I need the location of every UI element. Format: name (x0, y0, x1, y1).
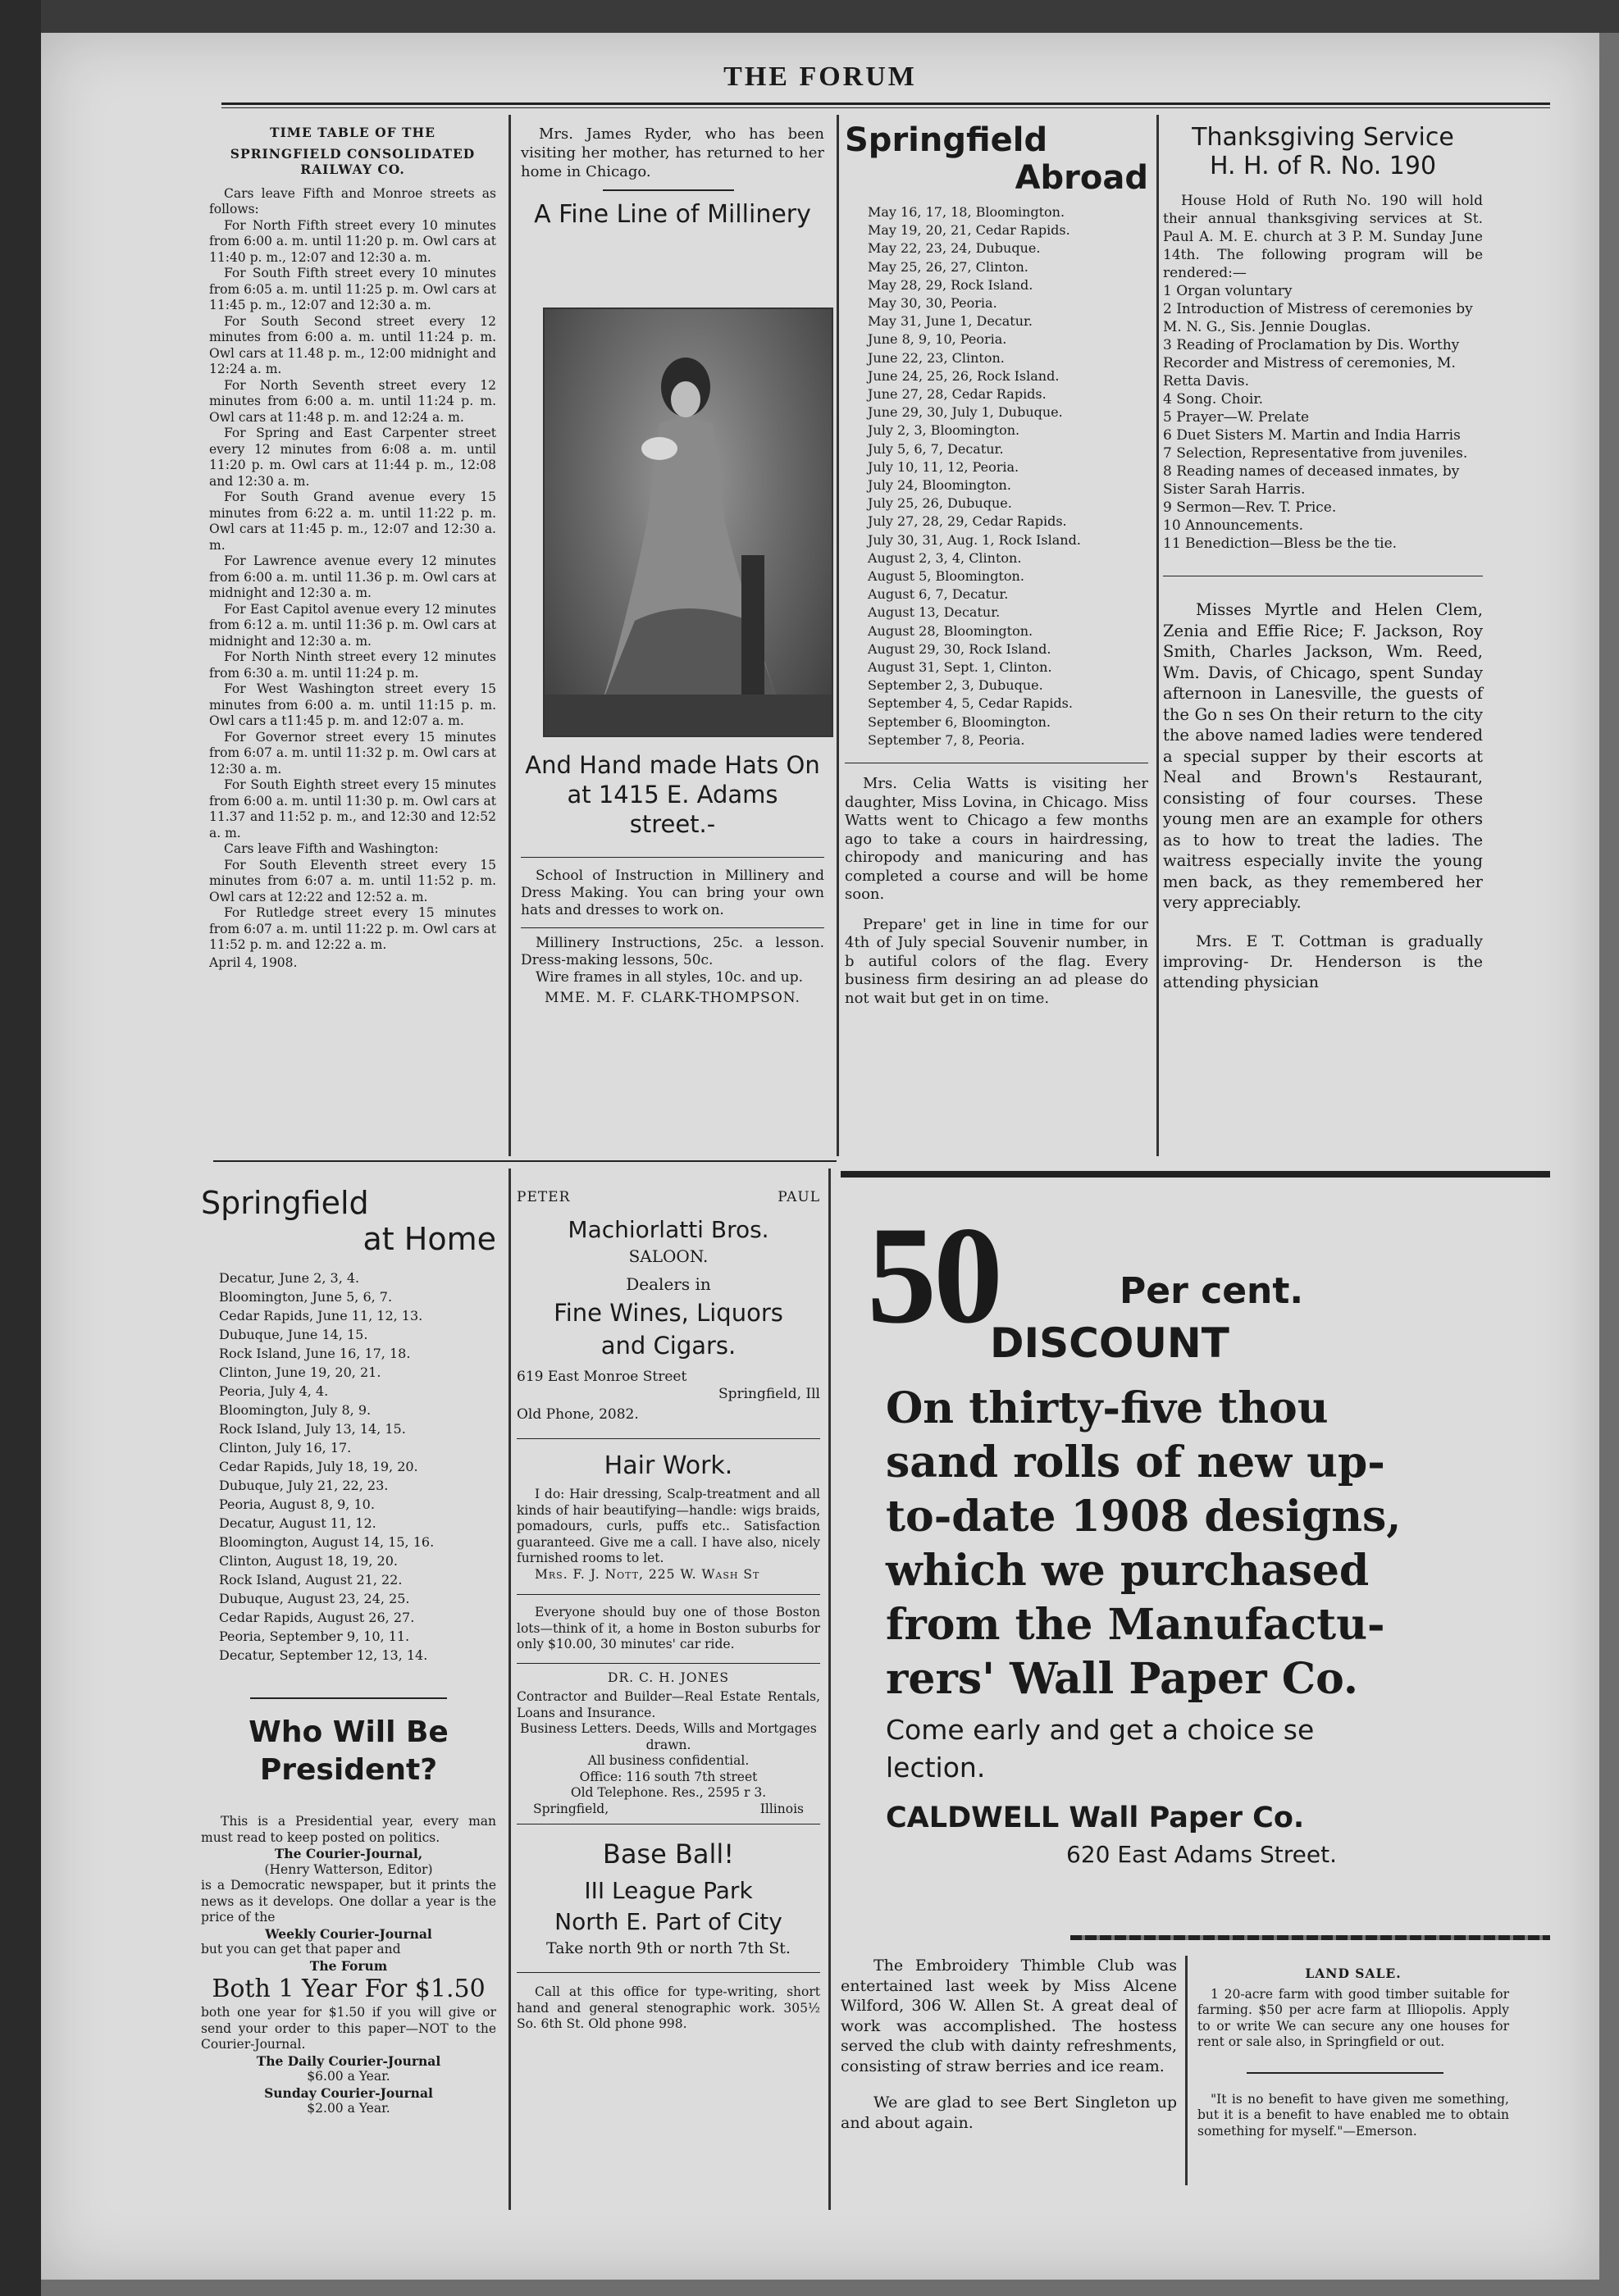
jones-office: Office: 116 south 7th street (579, 1769, 758, 1784)
rule (521, 927, 824, 928)
program-item: 2 Introduction of Mistress of ceremonies by M. N. G., Sis. Jennie Douglas. (1163, 301, 1473, 335)
column-rule (828, 1168, 831, 2210)
discount-line: sand rolls of new up- (886, 1437, 1385, 1487)
saloon-address: 619 East Monroe Street (517, 1369, 687, 1385)
woman-portrait-photo (543, 308, 833, 737)
abroad-schedule (845, 203, 1148, 749)
jones-phone: Old Telephone. Res., 2595 r 3. (570, 1785, 767, 1800)
abroad-date: May 25, 26, 27, Clinton. (868, 258, 1028, 275)
rule (517, 1663, 820, 1664)
timetable-heading: SPRINGFIELD CONSOLIDATED (230, 145, 476, 162)
discount-number: 50 (867, 1198, 1000, 1352)
owner-peter: PETER (517, 1189, 571, 1205)
discount-line: Come early and get a choice se (886, 1714, 1315, 1746)
abroad-date: July 30, 31, Aug. 1, Rock Island. (868, 531, 1081, 548)
singleton-notice: We are glad to see Bert Singleton up and about again. (841, 2093, 1177, 2132)
timetable-entry: For West Washington street every 15 minutes from 6:00 a. m. until 11:15 p. m. Owl cars a t11:45 p. m. and 12:07 a. m. (209, 681, 496, 728)
abroad-date: July 10, 11, 12, Peoria. (868, 458, 1019, 475)
millinery-signature: MME. M. F. CLARK-THOMPSON. (545, 990, 800, 1006)
section-rule (213, 1160, 837, 1162)
column-rule (509, 1168, 511, 2210)
portrait-figure-icon (545, 309, 832, 736)
home-date: Dubuque, June 14, 15. (219, 1327, 368, 1342)
abroad-date: August 5, Bloomington. (868, 568, 1024, 585)
abroad-date: May 22, 23, 24, Dubuque. (868, 240, 1041, 257)
souvenir-notice: Prepare' get in line in time for our 4th of July special Souvenir number, in b autiful colors of the flag. Every business firm desiring an ad please do not wait but get in on time. (845, 915, 1148, 1007)
home-article (201, 1185, 496, 2117)
typewriting-notice: Call at this office for type-writing, short hand and general stenographic work. 305½ So. 6th St. Old phone 998. (517, 1984, 820, 2031)
home-date: Cedar Rapids, July 18, 19, 20. (219, 1459, 418, 1474)
home-date: Peoria, August 8, 9, 10. (219, 1496, 375, 1512)
jones-letters: Business Letters. Deeds, Wills and Mortgages drawn. (520, 1721, 817, 1752)
abroad-title: Abroad (1015, 159, 1148, 197)
caldwell-address: 620 East Adams Street. (1066, 1841, 1337, 1868)
daily-courier-price: $6.00 a Year. (307, 2069, 390, 2084)
land-sale-title: LAND SALE. (1305, 1966, 1402, 1981)
saloon-owners (517, 1189, 820, 1206)
discount-per-cent: Per cent. (1120, 1270, 1304, 1312)
thanksgiving-title: H. H. of R. No. 190 (1209, 152, 1437, 180)
program-item: 11 Benediction—Bless be the tie. (1163, 535, 1398, 552)
watts-notice: Mrs. Celia Watts is visiting her daughter, Miss Lovina, in Chicago. Miss Watts went to Chicago a few months ago to take a cours in hairdressing, chiropody and manicuring and has completed a course and will be home soon. (845, 775, 1148, 904)
short-rule (250, 1697, 447, 1699)
abroad-date: August 13, Decatur. (868, 604, 1001, 621)
abroad-date: June 8, 9, 10, Peoria. (868, 331, 1007, 348)
ad-bottom-border (1070, 1935, 1550, 1940)
abroad-date: July 25, 26, Dubuque. (868, 495, 1012, 512)
thanksgiving-article (1163, 123, 1483, 993)
abroad-date: June 24, 25, 26, Rock Island. (868, 367, 1060, 384)
discount-word: DISCOUNT (990, 1319, 1229, 1367)
abroad-date: July 27, 28, 29, Cedar Rapids. (868, 513, 1067, 530)
home-title: at Home (363, 1221, 496, 1257)
millinery-details (521, 750, 824, 1007)
timetable-entry: For South Eleventh street every 15 minutes from 6:07 a. m. until 11:52 p. m. Owl cars at 12:22 and 12:52 a. m. (209, 857, 496, 904)
discount-line: On thirty-five thou (886, 1383, 1329, 1433)
home-date: Cedar Rapids, June 11, 12, 13. (219, 1308, 423, 1323)
column-rule (837, 115, 839, 1156)
timetable-schedule (209, 186, 496, 954)
saloon-dealers: Dealers in (626, 1274, 711, 1294)
home-schedule (201, 1269, 496, 1665)
short-rule (603, 189, 734, 191)
program-item: 10 Announcements. (1163, 517, 1304, 534)
sunday-courier: Sunday Courier-Journal (264, 2084, 433, 2101)
courier-journal-name: The Courier-Journal, (274, 1846, 423, 1861)
newspaper-page (41, 33, 1599, 2280)
sunday-courier-price: $2.00 a Year. (307, 2101, 390, 2116)
home-date: Decatur, June 2, 3, 4. (219, 1270, 360, 1286)
saloon-goods: Fine Wines, Liquors (554, 1299, 783, 1327)
home-date: Peoria, July 4, 4. (219, 1383, 329, 1399)
jones-location (517, 1802, 820, 1818)
school-notice: School of Instruction in Millinery and Dress Making. You can bring your own hats and dresses to work on. (521, 868, 824, 918)
discount-body (886, 1382, 1542, 1869)
courier-journal-editor: (Henry Watterson, Editor) (264, 1861, 433, 1877)
clem-notice: Misses Myrtle and Helen Clem, Zenia and Effie Rice; F. Jackson, Roy Smith, Charles Jackson, Wm. Reed, Wm. Davis, of Chicago, spent Sunday afternoon in Lanesville, the guests of the Go n ses On their return to the city the above named ladies were tendered a special supper by their escorts at Neal and Brown's Restaurant, consisting of four courses. These young men are an example for others as to how to treat the ladies. The waitress especially invite the young men back, as they remembered her very appreciably. (1163, 600, 1483, 912)
timetable-article (209, 125, 496, 971)
short-rule (1247, 2072, 1443, 2074)
baseball-park: III League Park (584, 1877, 753, 1904)
jones-name: DR. C. H. JONES (608, 1670, 729, 1685)
abroad-date: May 31, June 1, Decatur. (868, 313, 1033, 330)
abroad-date: June 22, 23, Clinton. (868, 349, 1005, 366)
home-date: Bloomington, June 5, 6, 7. (219, 1289, 393, 1305)
timetable-heading: TIME TABLE OF THE (270, 125, 436, 140)
land-sale-body: 1 20-acre farm with good timber suitable for farming. $50 per acre farm at Illiopolis. Apply to or write We can secure any one houses for rent or sale also, in Springfield or out. (1197, 1986, 1509, 2049)
thanksgiving-title: Thanksgiving Service (1192, 123, 1454, 152)
timetable-entry: For South Second street every 12 minutes from 6:00 a. m. until 11:24 p. m. Owl cars at 11.48 p. m., 12:00 midnight and 12:24 a. m. (209, 313, 496, 376)
baseball-directions: Take north 9th or north 7th St. (546, 1939, 791, 1957)
abroad-date: July 24, Bloomington. (868, 477, 1011, 494)
hairwork-title: Hair Work. (604, 1451, 733, 1480)
rule (517, 1972, 820, 1973)
rule (517, 1438, 820, 1439)
column-rule (1185, 1956, 1188, 2185)
embroidery-article (841, 1956, 1177, 2133)
saloon-goods: and Cigars. (600, 1332, 737, 1360)
program-item: 3 Reading of Proclamation by Dis. Worthy Recorder and Mistress of ceremonies, M. Retta Davis. (1163, 337, 1460, 390)
baseball-title: Base Ball! (602, 1838, 735, 1870)
thanksgiving-program (1163, 282, 1483, 553)
handmade-hats-headline: And Hand made Hats On at 1415 E. Adams street.- (525, 751, 820, 838)
embroidery-notice: The Embroidery Thimble Club was entertained last week by Miss Alcene Wilford, 306 W. Allen St. A great deal of work was accomplished. The hostess served the club with dainty refreshments, consisting of straw berries and ice ream. (841, 1957, 1177, 2075)
discount-line: lection. (886, 1752, 986, 1784)
forum-name: The Forum (309, 1957, 388, 1974)
column-rule (1156, 115, 1159, 1156)
home-date: Rock Island, August 21, 22. (219, 1572, 403, 1588)
home-date: Rock Island, July 13, 14, 15. (219, 1421, 406, 1437)
jones-city: Springfield, (533, 1801, 609, 1816)
home-date: Decatur, September 12, 13, 14. (219, 1647, 428, 1663)
discount-line: which we purchased (886, 1546, 1370, 1596)
program-item: 9 Sermon—Rev. T. Price. (1163, 499, 1337, 516)
abroad-date: September 2, 3, Dubuque. (868, 677, 1043, 694)
abroad-date: June 27, 28, Cedar Rapids. (868, 386, 1047, 403)
abroad-date: May 16, 17, 18, Bloomington. (868, 204, 1065, 220)
home-date: Peoria, September 9, 10, 11. (219, 1629, 410, 1644)
program-item: 7 Selection, Representative from juveniles. (1163, 445, 1468, 462)
timetable-entry: For East Capitol avenue every 12 minutes from 6:12 a. m. until 11:36 p. m. Owl cars at midnight and 12:30 a. m. (209, 601, 496, 649)
timetable-entry: For North Seventh street every 12 minutes from 6:00 a. m. until 11:24 p. m. Owl cars at 11:48 p. m. and 12:24 a. m. (209, 377, 496, 425)
caldwell-company: CALDWELL Wall Paper Co. (886, 1802, 1305, 1834)
millinery-prices: Millinery Instructions, 25c. a lesson. Dress-making lessons, 50c. (521, 935, 824, 968)
timetable-entry: For North Fifth street every 10 minutes from 6:00 a. m. until 11:20 p. m. Owl cars at 11:40 p. m., 12:07 and 12:30 a. m. (209, 217, 496, 265)
land-sale-article (1197, 1966, 1509, 2139)
abroad-date: August 6, 7, Decatur. (868, 586, 1009, 603)
abroad-date: August 29, 30, Rock Island. (868, 640, 1051, 657)
wire-frames-prices: Wire frames in all styles, 10c. and up. (536, 969, 804, 986)
home-date: Dubuque, July 21, 22, 23. (219, 1478, 389, 1493)
masthead-rule-thin (221, 107, 1550, 108)
abroad-article (845, 121, 1148, 1008)
abroad-date: September 6, Bloomington. (868, 713, 1051, 730)
timetable-heading: RAILWAY CO. (300, 162, 405, 177)
column-rule (509, 115, 511, 1156)
weekly-courier: Weekly Courier-Journal (265, 1925, 432, 1942)
abroad-date: September 4, 5, Cedar Rapids. (868, 695, 1073, 712)
timetable-entry: For North Ninth street every 12 minutes from 6:30 a. m. until 11:24 p. m. (209, 649, 496, 681)
timetable-date: April 4, 1908. (209, 954, 298, 970)
courier-but: but you can get that paper and (201, 1942, 401, 1957)
home-date: Bloomington, July 8, 9. (219, 1402, 372, 1418)
rule (521, 857, 824, 858)
abroad-date: August 31, Sept. 1, Clinton. (868, 659, 1052, 676)
emerson-quote: "It is no benefit to have given me something, but it is a benefit to have enabled me to obtain something for myself."—Emerson. (1197, 2091, 1509, 2139)
program-item: 1 Organ voluntary (1163, 283, 1293, 299)
timetable-entry: For Lawrence avenue every 12 minutes from 6:00 a. m. until 11.36 p. m. Owl cars at midnight and 12:30 a. m. (209, 554, 496, 600)
millinery-headline: A Fine Line of Millinery (534, 200, 811, 229)
home-date: Clinton, August 18, 19, 20. (219, 1553, 398, 1569)
home-date: Clinton, June 19, 20, 21. (219, 1364, 381, 1380)
rule (517, 1594, 820, 1595)
thanksgiving-intro: House Hold of Ruth No. 190 will hold their annual thanksgiving services at St. Paul A. M. E. church at 3 P. M. Sunday June 14th. The following program will be rendered:— (1163, 193, 1483, 281)
jones-services: Contractor and Builder—Real Estate Rentals, Loans and Insurance. (517, 1689, 820, 1720)
saloon-phone: Old Phone, 2082. (517, 1406, 639, 1423)
saloon-kind: SALOON. (628, 1246, 709, 1266)
discount-line: rers' Wall Paper Co. (886, 1654, 1358, 1704)
home-date: Bloomington, August 14, 15, 16. (219, 1534, 435, 1550)
timetable-entry: For South Fifth street every 10 minutes from 6:05 a. m. until 11:25 p. m. Owl cars at 11:45 p. m., 12:07 and 12:30 a. m. (209, 266, 496, 312)
courier-journal-body: is a Democratic newspaper, but it prints the news as it develops. One dollar a year is the price of the (201, 1878, 496, 1925)
timetable-entry: Cars leave Fifth and Washington: (224, 841, 439, 856)
home-date: Cedar Rapids, August 26, 27. (219, 1610, 415, 1625)
scan-border-left (0, 0, 41, 2296)
millinery-article (521, 125, 824, 230)
timetable-entry: For Rutledge street every 15 minutes from 6:07 a. m. until 11:22 p. m. Owl cars at 11:52 p. m. and 12:22 a. m. (209, 905, 496, 952)
cottman-notice: Mrs. E T. Cottman is gradually improving- Dr. Henderson is the attending physician (1163, 932, 1483, 991)
jones-state: Illinois (759, 1801, 804, 1816)
timetable-entry: For South Eighth street every 15 minutes from 6:00 a. m. until 11:30 p. m. Owl cars at 11.37 and 11:52 p. m., and 12:30 and 12:52 a. m. (209, 777, 496, 840)
timetable-entry: For South Grand avenue every 15 minutes from 6:22 a. m. until 11:22 p. m. Owl cars at 11:45 p. m., 12:07 and 12:30 a. m. (209, 490, 496, 553)
abroad-date: August 2, 3, 4, Clinton. (868, 549, 1022, 566)
abroad-date: June 29, 30, July 1, Dubuque. (868, 404, 1063, 421)
middle-ads (517, 1189, 820, 2033)
hairwork-signature: Mrs. F. J. Nott, 225 W. Wash St (535, 1566, 760, 1582)
home-title: Springfield (201, 1185, 369, 1221)
abroad-date: September 7, 8, Peoria. (868, 731, 1025, 748)
abroad-date: May 28, 29, Rock Island. (868, 276, 1033, 293)
abroad-date: May 30, 30, Peoria. (868, 295, 997, 312)
home-date: Rock Island, June 16, 17, 18. (219, 1346, 411, 1361)
jones-confidential: All business confidential. (587, 1753, 750, 1768)
home-date: Clinton, July 16, 17. (219, 1440, 352, 1456)
discount-line: from the Manufactu- (886, 1600, 1385, 1650)
baseball-location: North E. Part of City (554, 1908, 782, 1935)
program-item: 6 Duet Sisters M. Martin and India Harris (1163, 427, 1461, 444)
saloon-city: Springfield, Ill (718, 1386, 820, 1402)
program-item: 5 Prayer—W. Prelate (1163, 409, 1310, 426)
abroad-date: May 19, 20, 21, Cedar Rapids. (868, 222, 1070, 239)
program-item: 8 Reading names of deceased inmates, by Sister Sarah Harris. (1163, 463, 1460, 498)
timetable-entry: For Governor street every 15 minutes from 6:07 a. m. until 11:32 p. m. Owl cars at 12:30 a. m. (209, 729, 496, 777)
combo-offer: Both 1 Year For $1.50 (212, 1975, 486, 2003)
president-intro: This is a Presidential year, every man must read to keep posted on politics. (201, 1814, 496, 1845)
boston-lots-notice: Everyone should buy one of those Boston lots—think of it, a home in Boston suburbs for only $10.00, 30 minutes' car ride. (517, 1605, 820, 1651)
combo-fine-print: both one year for $1.50 if you will give or send your order to this paper—NOT to the Courier-Journal. (201, 2005, 496, 2052)
masthead: THE FORUM (723, 61, 917, 92)
abroad-date: July 5, 6, 7, Decatur. (868, 440, 1004, 457)
abroad-title: Springfield (845, 121, 1048, 159)
ryder-notice: Mrs. James Ryder, who has been visiting her mother, has returned to her home in Chicago. (521, 125, 824, 180)
president-title: President? (259, 1753, 438, 1787)
timetable-entry: For Spring and East Carpenter street every 12 minutes from 6:08 a. m. until 11:20 p. m. Owl cars at 11:44 p. m., 12:08 and 12:30 a. m. (209, 426, 496, 489)
saloon-name: Machiorlatti Bros. (568, 1216, 769, 1243)
daily-courier: The Daily Courier-Journal (256, 2052, 441, 2069)
home-date: Decatur, August 11, 12. (219, 1515, 376, 1531)
masthead-rule (221, 102, 1550, 105)
abroad-date: July 2, 3, Bloomington. (868, 422, 1020, 439)
ad-top-border (841, 1171, 1550, 1178)
hairwork-body: I do: Hair dressing, Scalp-treatment and all kinds of hair beautifying—handle: wigs braids, pomadours, curls, puffs etc.. Satisfaction guaranteed. Give me a call. I have also, nicely furnished rooms to let. (517, 1487, 820, 1565)
home-date: Dubuque, August 23, 24, 25. (219, 1591, 410, 1606)
timetable-entry: Cars leave Fifth and Monroe streets as follows: (209, 185, 496, 216)
president-title: Who Will Be (249, 1715, 449, 1749)
scan-border-top (0, 0, 1619, 33)
program-item: 4 Song. Choir. (1163, 391, 1264, 408)
owner-paul: PAUL (778, 1189, 820, 1205)
abroad-date: August 28, Bloomington. (868, 622, 1033, 639)
discount-line: to-date 1908 designs, (886, 1492, 1402, 1542)
